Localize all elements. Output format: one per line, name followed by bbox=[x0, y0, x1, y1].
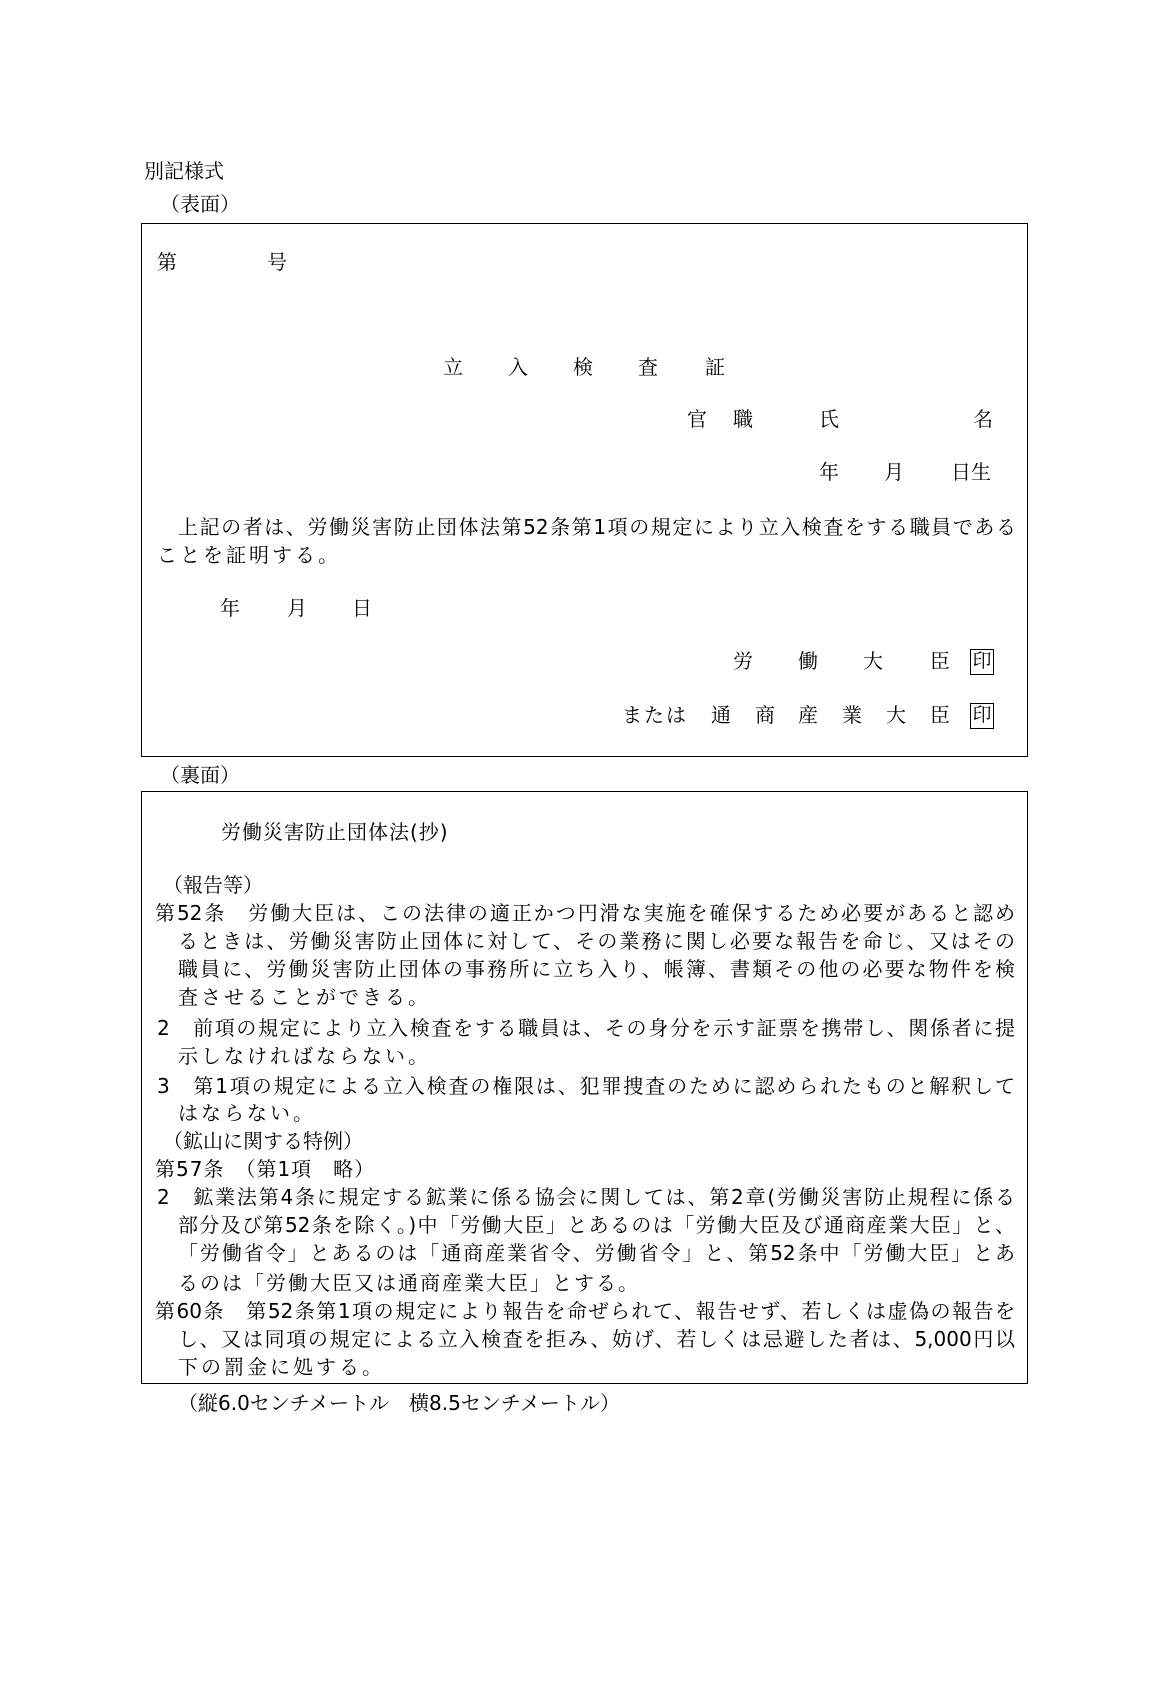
issuer-char: 臣 bbox=[930, 703, 950, 727]
issuer-char: 大 bbox=[886, 703, 906, 727]
law-line: 第57条 （第1項 略） bbox=[155, 1157, 376, 1181]
issue-day-label: 日 bbox=[352, 596, 372, 620]
card-title-char: 査 bbox=[638, 355, 658, 379]
issuer-char: 臣 bbox=[930, 649, 950, 673]
number-suffix: 号 bbox=[267, 250, 287, 274]
front-card bbox=[141, 223, 1028, 757]
issuer-char: 大 bbox=[863, 649, 883, 673]
name-label: 名 bbox=[973, 407, 993, 431]
law-line: 3 第1項の規定による立入検査の権限は、犯罪捜査のために認められたものと解釈して bbox=[157, 1074, 1015, 1098]
card-title-char: 検 bbox=[573, 355, 593, 379]
card-title-char: 入 bbox=[508, 355, 528, 379]
law-title: 労働災害防止団体法(抄) bbox=[221, 820, 449, 844]
law-line: 職員に、労働災害防止団体の事務所に立ち入り、帳簿、書類その他の必要な物件を検 bbox=[178, 957, 1015, 981]
issuer-or: または bbox=[622, 703, 688, 727]
seal-mark: 印 bbox=[970, 649, 994, 675]
certify-text: 上記の者は、労働災害防止団体法第52条第1項の規定により立入検査をする職員である bbox=[178, 515, 1016, 539]
front-label: （表面） bbox=[160, 192, 240, 216]
name-label: 氏 bbox=[819, 407, 839, 431]
form-heading: 別記様式 bbox=[144, 159, 224, 183]
law-line: 「労働省令」とあるのは「通商産業省令、労働省令」と、第52条中「労働大臣」とあ bbox=[178, 1241, 1015, 1265]
birth-year-label: 年 bbox=[819, 460, 839, 484]
issuer-char: 通 bbox=[711, 703, 731, 727]
issuer-char: 産 bbox=[798, 703, 818, 727]
certify-text: ことを証明する。 bbox=[157, 543, 341, 567]
law-line: 2 前項の規定により立入検査をする職員は、その身分を示す証票を携帯し、関係者に提 bbox=[157, 1016, 1015, 1040]
issuer-char: 商 bbox=[755, 703, 775, 727]
issue-year-label: 年 bbox=[220, 596, 240, 620]
birth-day-label: 日生 bbox=[951, 460, 991, 484]
card-title-char: 証 bbox=[705, 355, 725, 379]
law-line: 下の罰金に処する。 bbox=[178, 1355, 385, 1379]
size-note: （縦6.0センチメートル 横8.5センチメートル） bbox=[178, 1391, 621, 1415]
seal-mark: 印 bbox=[970, 703, 994, 729]
birth-month-label: 月 bbox=[884, 460, 904, 484]
law-line: 第60条 第52条第1項の規定により報告を命ぜられて、報告せず、若しくは虚偽の報告を bbox=[155, 1299, 1015, 1323]
law-line: 査させることができる。 bbox=[178, 985, 431, 1009]
law-line: るときは、労働災害防止団体に対して、その業務に関し必要な報告を命じ、又はその bbox=[178, 929, 1015, 953]
issue-month-label: 月 bbox=[287, 596, 307, 620]
issuer-char: 働 bbox=[798, 649, 818, 673]
law-line: 示しなければならない。 bbox=[178, 1044, 431, 1068]
number-prefix: 第 bbox=[157, 250, 177, 274]
law-line: 第52条 労働大臣は、この法律の適正かつ円滑な実施を確保するため必要があると認め bbox=[155, 901, 1015, 925]
issuer-char: 労 bbox=[733, 649, 753, 673]
law-line: し、又は同項の規定による立入検査を拒み、妨げ、若しくは忌避した者は、5,000円以 bbox=[178, 1327, 1015, 1351]
law-line: （報告等） bbox=[163, 873, 263, 897]
card-title-char: 立 bbox=[443, 355, 463, 379]
law-line: 2 鉱業法第4条に規定する鉱業に係る協会に関しては、第2章(労働災害防止規程に係る bbox=[157, 1185, 1015, 1209]
law-line: はならない。 bbox=[178, 1101, 316, 1125]
official-label: 官 bbox=[687, 407, 707, 431]
law-line: （鉱山に関する特例） bbox=[163, 1129, 363, 1153]
official-label: 職 bbox=[733, 407, 753, 431]
back-label: （裏面） bbox=[160, 763, 240, 787]
issuer-char: 業 bbox=[842, 703, 862, 727]
law-line: るのは「労働大臣又は通商産業大臣」とする。 bbox=[178, 1271, 640, 1295]
law-line: 部分及び第52条を除く。)中「労働大臣」とあるのは「労働大臣及び通商産業大臣」と、 bbox=[178, 1213, 1015, 1237]
